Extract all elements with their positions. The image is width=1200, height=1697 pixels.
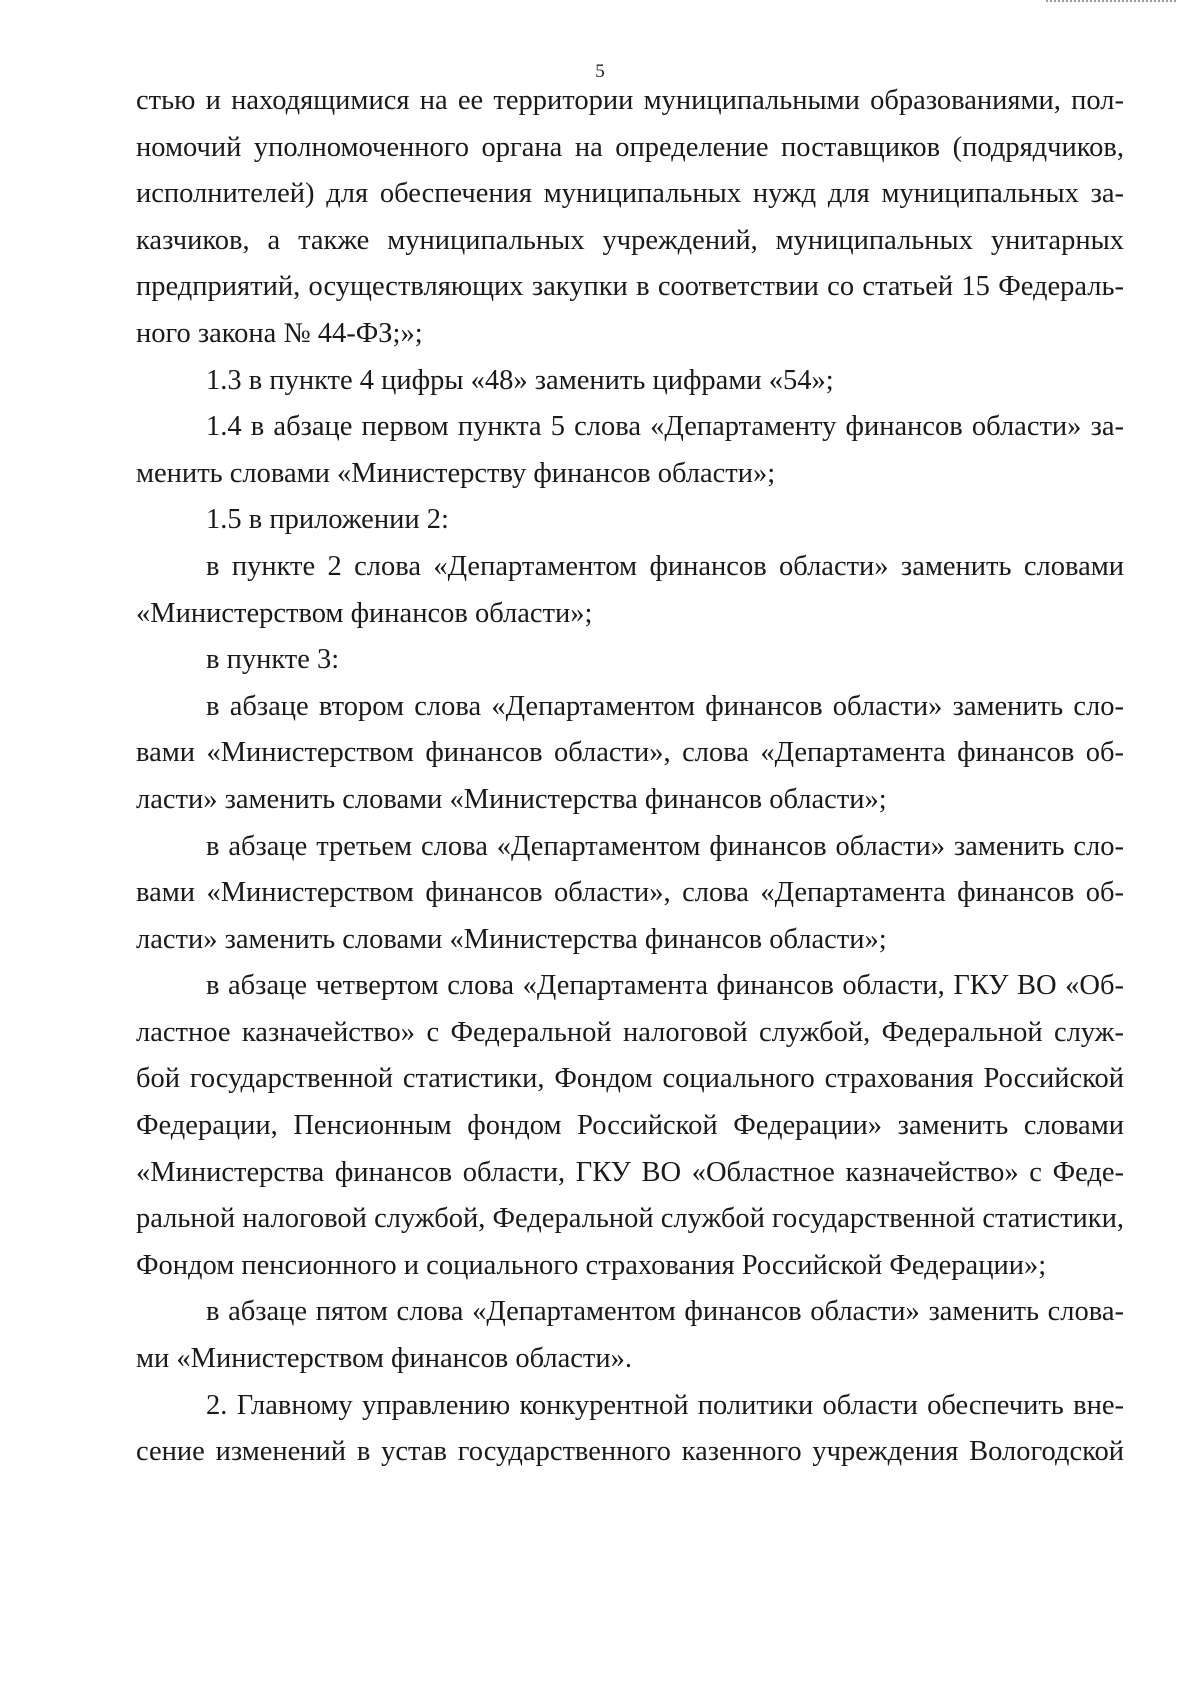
text-line: сение изменений в устав государственного казенного учреждения Вологодской: [136, 1436, 1124, 1468]
text-line: «Министерства финансов области, ГКУ ВО «Областное казначейство» с Феде-: [136, 1156, 1124, 1188]
text-line: номочий уполномоченного органа на определение поставщиков (подрядчиков,: [136, 131, 1124, 163]
text-line: бой государственной статистики, Фондом социального страхования Российской: [136, 1063, 1124, 1095]
page-number: 5: [595, 61, 605, 82]
text-line: вами «Министерством финансов области», слова «Департамента финансов об-: [136, 877, 1124, 909]
paragraph-point-2: в пункте 2 слова «Департаментом финансов области» заменить словами: [206, 550, 1124, 582]
paragraph-abzac-5: в абзаце пятом слова «Департаментом финансов области» заменить слова-: [206, 1296, 1124, 1328]
text-line: ластное казначейство» с Федеральной налоговой службой, Федеральной служ-: [136, 1016, 1124, 1048]
paragraph-abzac-4: в абзаце четвертом слова «Департамента финансов области, ГКУ ВО «Об-: [206, 970, 1124, 1002]
paragraph-abzac-2: в абзаце втором слова «Департаментом финансов области» заменить сло-: [206, 690, 1124, 722]
text-line: менить словами «Министерству финансов области»;: [136, 457, 776, 489]
text-line: предприятий, осуществляющих закупки в соответствии со статьей 15 Федераль-: [136, 271, 1124, 303]
text-line: стью и находящимися на ее территории муниципальными образованиями, пол-: [136, 85, 1124, 116]
paragraph-1-3: 1.3 в пункте 4 цифры «48» заменить цифрами «54»;: [206, 364, 834, 396]
text-line: «Министерством финансов области»;: [136, 597, 593, 629]
text-line: ральной налоговой службой, Федеральной службой государственной статистики,: [136, 1203, 1124, 1235]
paragraph-1-5: 1.5 в приложении 2:: [206, 504, 449, 536]
text-line: ласти» заменить словами «Министерства финансов области»;: [136, 923, 887, 955]
text-line: казчиков, а также муниципальных учреждений, муниципальных унитарных: [136, 224, 1124, 256]
document-body: [136, 78, 1124, 1476]
text-line: исполнителей) для обеспечения муниципальных нужд для муниципальных за-: [136, 178, 1124, 210]
text-line: Федерации, Пенсионным фондом Российской Федерации» заменить словами: [136, 1110, 1124, 1142]
text-line: Фондом пенсионного и социального страхования Российской Федерации»;: [136, 1249, 1047, 1281]
text-line: ного закона № 44-ФЗ;»;: [136, 317, 423, 349]
scan-edge-mark: [1046, 0, 1176, 8]
text-line: ласти» заменить словами «Министерства финансов области»;: [136, 783, 887, 815]
text-line: вами «Министерством финансов области», слова «Департамента финансов об-: [136, 737, 1124, 769]
text-line: ми «Министерством финансов области».: [136, 1343, 632, 1375]
paragraph-section-2: 2. Главному управлению конкурентной политики области обеспечить вне-: [206, 1389, 1124, 1421]
paragraph-abzac-3: в абзаце третьем слова «Департаментом финансов области» заменить сло-: [206, 830, 1124, 862]
paragraph-point-3: в пункте 3:: [206, 644, 340, 676]
paragraph-1-4: 1.4 в абзаце первом пункта 5 слова «Департаменту финансов области» за-: [206, 411, 1124, 443]
